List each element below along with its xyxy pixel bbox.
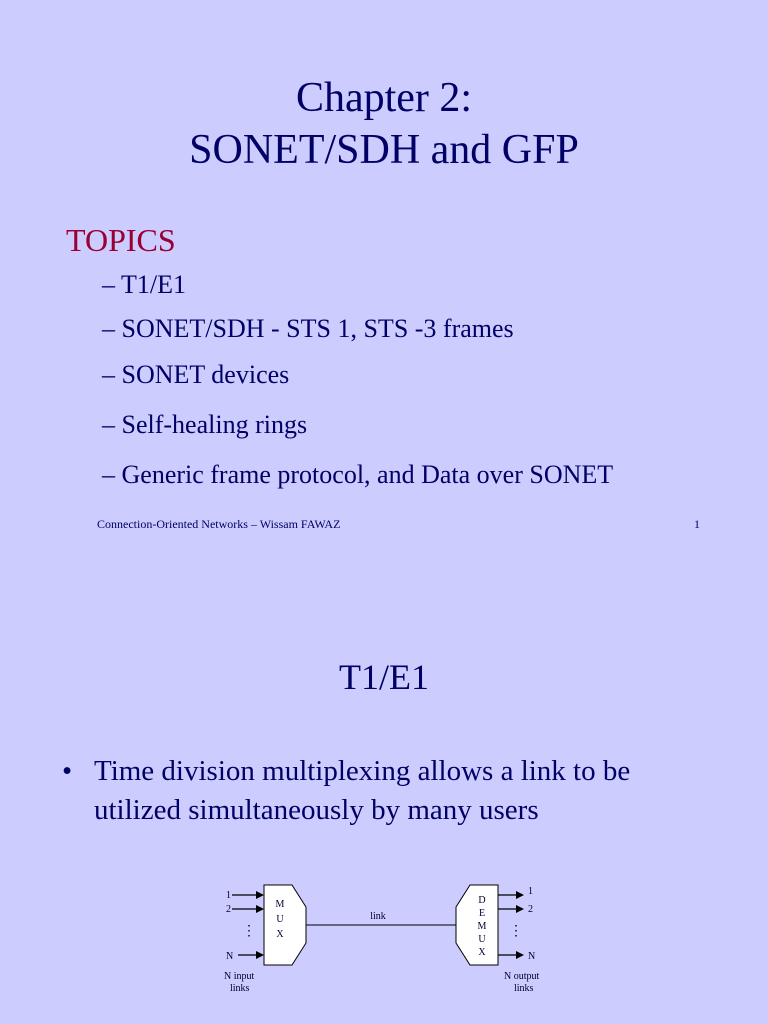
topic-item: – Generic frame protocol, and Data over SONET — [102, 460, 614, 489]
bullet-dot: • — [62, 755, 73, 787]
mux-letter: U — [276, 914, 284, 925]
slide-2 — [0, 512, 768, 1024]
mux-letter: X — [276, 929, 284, 940]
demux-letter: E — [478, 908, 486, 919]
input-label-n: N — [226, 951, 234, 962]
link-label: link — [370, 911, 386, 922]
input-ellipsis: ⋮ — [242, 924, 256, 939]
slide-title — [0, 72, 768, 176]
output-caption-line-2: links — [514, 983, 534, 994]
input-caption-line-2: links — [230, 983, 250, 994]
topics-heading: TOPICS — [66, 222, 176, 258]
demux-letter: X — [478, 947, 486, 958]
output-ellipsis: ⋮ — [509, 924, 523, 939]
input-label-2: 2 — [226, 904, 231, 915]
mux-block — [264, 885, 306, 965]
topic-item: – Self-healing rings — [102, 410, 308, 439]
mux-demux-diagram — [218, 877, 558, 1012]
input-label-1: 1 — [226, 890, 231, 901]
topic-item: – SONET devices — [102, 360, 290, 389]
output-label-n: N — [528, 951, 536, 962]
title-line-2: SONET/SDH and GFP — [189, 127, 579, 173]
demux-letter: M — [477, 921, 487, 932]
title-line-1: Chapter 2: — [295, 75, 473, 121]
input-caption-line-1: N input — [224, 971, 255, 982]
output-caption-line-1: N output — [504, 971, 540, 982]
page-number: 1 — [694, 517, 700, 531]
demux-letter: D — [478, 895, 486, 906]
output-label-1: 1 — [528, 886, 533, 897]
topic-item: – T1/E1 — [102, 270, 187, 299]
demux-letter: U — [478, 934, 486, 945]
topic-item: – SONET/SDH - STS 1, STS -3 frames — [102, 314, 514, 343]
footer-credit: Connection-Oriented Networks – Wissam FAWAZ — [97, 517, 341, 531]
mux-letter: M — [275, 899, 285, 910]
slide-title: T1/E1 — [339, 657, 429, 697]
bullet-text: Time division multiplexing allows a link to be utilized simultaneously by many users — [94, 755, 631, 826]
output-label-2: 2 — [528, 904, 533, 915]
